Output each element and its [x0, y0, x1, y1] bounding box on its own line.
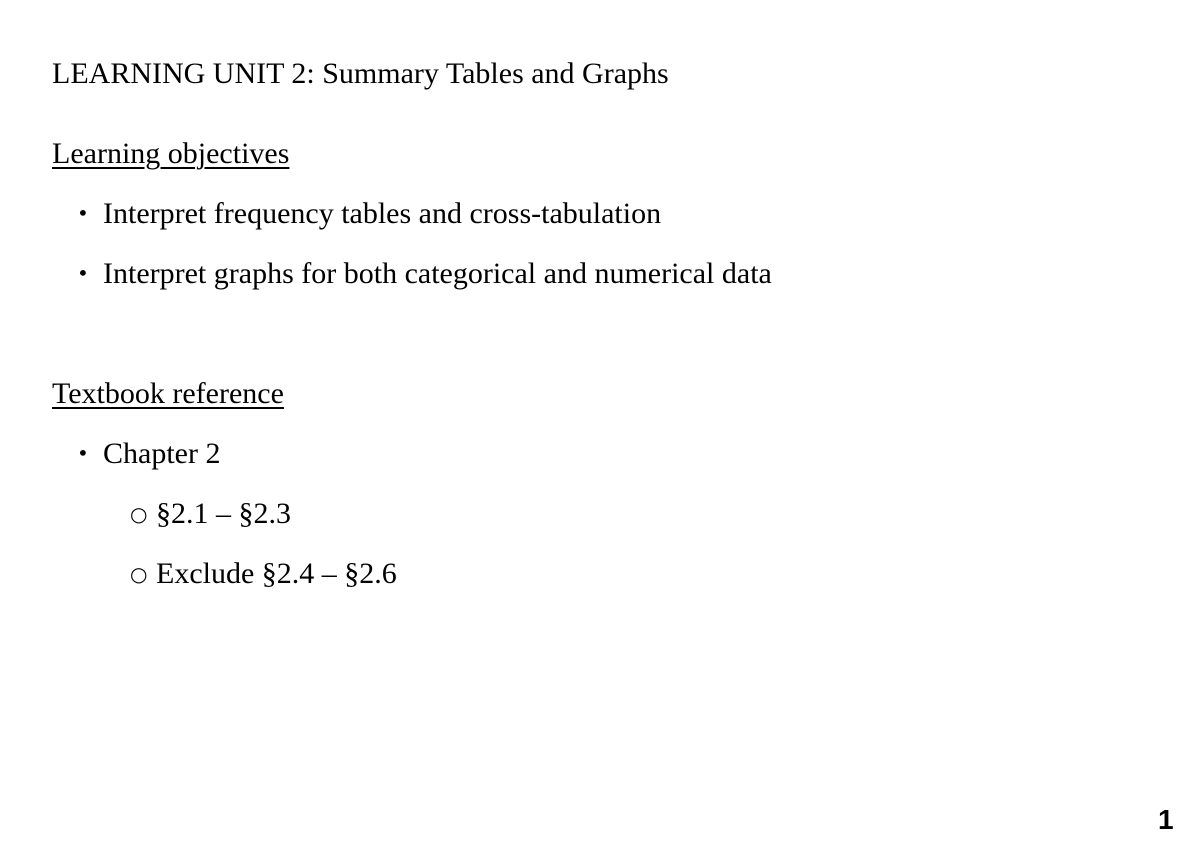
circle-bullet-icon: ○ [130, 502, 148, 526]
page-title: LEARNING UNIT 2: Summary Tables and Graphs [52, 57, 669, 90]
sub-list-item [130, 496, 291, 534]
page-number: 1 [1158, 804, 1174, 835]
list-item [77, 436, 220, 474]
list-item-text: Chapter 2 [103, 437, 221, 470]
list-item-text: Exclude §2.4 – §2.6 [156, 557, 397, 590]
section-heading-learning-objectives: Learning objectives [52, 137, 290, 170]
section-heading-textbook-reference: Textbook reference [52, 377, 284, 410]
list-item-text: Interpret frequency tables and cross-tabulation [103, 197, 662, 230]
bullet-icon: • [77, 201, 89, 225]
list-item-text: Interpret graphs for both categorical and numerical data [103, 257, 772, 290]
bullet-icon: • [77, 441, 89, 465]
list-item-text: §2.1 – §2.3 [156, 497, 291, 530]
list-item [77, 256, 772, 294]
list-item [77, 196, 661, 234]
bullet-icon: • [77, 261, 89, 285]
sub-list-item [130, 556, 397, 594]
circle-bullet-icon: ○ [130, 562, 148, 586]
